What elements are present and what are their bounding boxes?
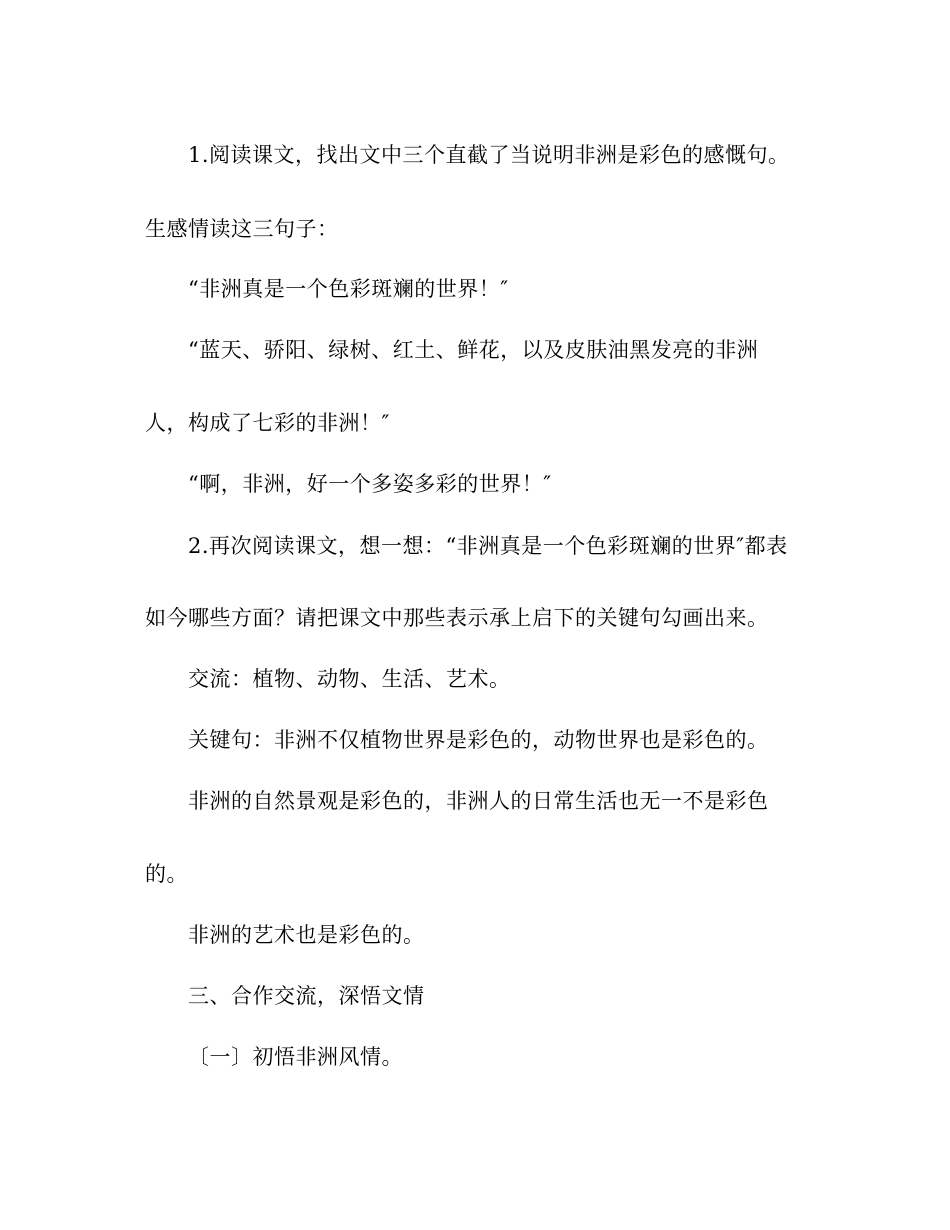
paragraph-line-13: 非洲的艺术也是彩色的。 (188, 923, 425, 947)
paragraph-line-2: 生感情读这三句子： (145, 217, 339, 241)
paragraph-line-10: 关键句：非洲不仅植物世界是彩色的，动物世界也是彩色的。 (188, 728, 769, 752)
paragraph-line-8: 如今哪些方面？请把课文中那些表示承上启下的关键句勾画出来。 (145, 606, 769, 630)
subsection-heading: 〔一〕初悟非洲风情。 (188, 1045, 403, 1069)
paragraph-line-4: “蓝天、骄阳、绿树、红土、鲜花，以及皮肤油黑发亮的非洲 (188, 338, 759, 362)
paragraph-line-9: 交流：植物、动物、生活、艺术。 (188, 667, 511, 691)
paragraph-line-7: 2.再次阅读课文，想一想：“非洲真是一个色彩斑斓的世界″都表 (188, 534, 788, 558)
paragraph-line-3: “非洲真是一个色彩斑斓的世界！″ (188, 277, 509, 301)
paragraph-line-5: 人，构成了七彩的非洲！″ (145, 411, 390, 435)
paragraph-line-12: 的。 (145, 862, 188, 886)
paragraph-line-6: “啊，非洲，好一个多姿多彩的世界！″ (188, 472, 552, 496)
section-heading: 三、合作交流，深悟文情 (188, 984, 425, 1008)
paragraph-line-11: 非洲的自然景观是彩色的，非洲人的日常生活也无一不是彩色 (188, 789, 769, 813)
paragraph-line-1: 1.阅读课文，找出文中三个直截了当说明非洲是彩色的感慨句。 (188, 143, 790, 167)
